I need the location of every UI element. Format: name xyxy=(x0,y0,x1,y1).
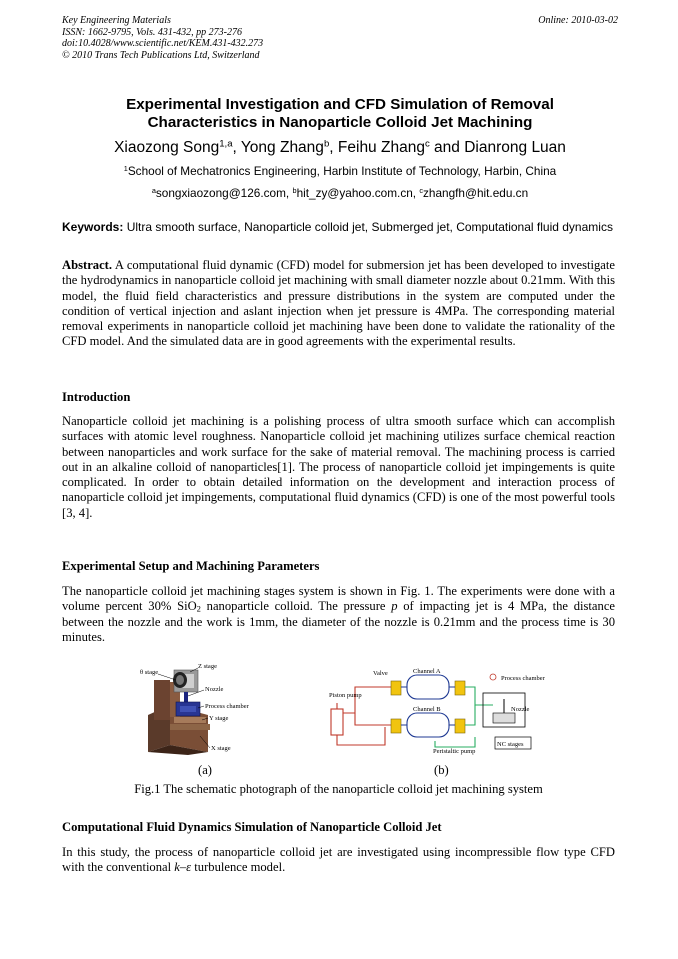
email-a: songxiaozong@126.com, xyxy=(155,186,290,200)
figure-label-b: (b) xyxy=(434,763,449,777)
journal-name: Key Engineering Materials xyxy=(62,15,171,26)
author-1: Xiaozong Song xyxy=(114,139,220,156)
piston-pump-label: Piston pump xyxy=(329,692,362,699)
nozzle-label: Nozzle xyxy=(205,686,224,693)
z-stage-label: Z stage xyxy=(198,663,217,670)
x-stage-label: X stage xyxy=(211,745,231,752)
cfd-text-1: In this study, the process of nanoparticle colloid jet are investigated using incompressible flow type CFD with the conventional xyxy=(62,845,615,875)
setup-text xyxy=(62,584,615,645)
abstract xyxy=(62,258,615,350)
theta-stage-label: θ stage xyxy=(140,669,159,676)
valve-label: Valve xyxy=(373,670,388,677)
introduction-text: Nanoparticle colloid jet machining is a polishing process of ultra smooth surface which can accomplish surfaces with atomic level roughness. Nanoparticle colloid jet machining utilizes surface chemical reaction between nanoparticles and work surface for the sake of material removal. The machining process is carried out in an alkaline colloid of nanoparticles[1]. The process of nanoparticle colloid jet impingements is quite complicated. In order to obtain detailed information on the development and interaction process of nanoparticle colloid jet impingements, computational fluid dynamics (CFD) is one of the most powerful tools [3, 4]. xyxy=(62,414,615,520)
nozzle-b-label: Nozzle xyxy=(511,706,530,713)
figure-1b-system-schematic xyxy=(325,665,545,755)
author-3-sup: c xyxy=(424,138,430,150)
author-2: Yong Zhang xyxy=(240,139,324,156)
channel-a-label: Channel A xyxy=(413,668,441,675)
sio2-subscript: 2 xyxy=(196,604,201,614)
process-chamber-label: Process chamber xyxy=(205,703,249,710)
cfd-heading: Computational Fluid Dynamics Simulation of Nanoparticle Colloid Jet xyxy=(62,820,442,834)
setup-text-3: of impacting jet is 4 MPa, the distance between the nozzle and the work is 1mm, the diameter of the nozzle is 0.21mm and the process time is 30 minutes. xyxy=(62,599,615,644)
affiliation xyxy=(62,164,618,178)
keywords-text: Ultra smooth surface, Nanoparticle colloid jet, Submerged jet, Computational fluid dynamics xyxy=(126,220,613,234)
nc-stages-label: NC stages xyxy=(497,741,524,748)
email-a-sup: a xyxy=(151,185,156,195)
title-line-1: Experimental Investigation and CFD Simulation of Removal xyxy=(126,96,554,113)
issn: ISSN: 1662-9795, Vols. 431-432, pp 273-276 xyxy=(62,26,242,38)
email-c-sup: c xyxy=(419,185,424,195)
keywords-label: Keywords: xyxy=(62,220,124,234)
online-date: Online: 2010-03-02 xyxy=(538,15,618,26)
author-and: and xyxy=(434,139,460,156)
email-c: zhangfh@hit.edu.cn xyxy=(423,186,529,200)
cfd-text xyxy=(62,845,615,876)
k-epsilon-symbol: k–ε xyxy=(174,860,192,875)
figure-1a-machining-stages xyxy=(140,660,275,755)
setup-heading: Experimental Setup and Machining Parameters xyxy=(62,559,320,573)
affiliation-text: School of Mechatronics Engineering, Harbin Institute of Technology, Harbin, China xyxy=(127,164,557,178)
doi: doi:10.4028/www.scientific.net/KEM.431-432.273 xyxy=(62,38,264,49)
cfd-text-2: turbulence model. xyxy=(191,860,286,875)
paper-title xyxy=(62,96,618,132)
title-line-2: Characteristics in Nanoparticle Colloid Jet Machining xyxy=(147,114,533,131)
email-b: hit_zy@yahoo.com.cn, xyxy=(296,186,417,200)
process-chamber-b-label: Process chamber xyxy=(501,675,545,682)
setup-text-1: The nanoparticle colloid jet machining stages system is shown in Fig. 1. The experiments were done with a volume percent 30% SiO xyxy=(62,584,615,614)
author-emails xyxy=(62,186,618,200)
email-b-sup: b xyxy=(292,185,297,195)
abstract-text: A computational fluid dynamic (CFD) model for submersion jet has been developed to investigate the hydrodynamics in nanoparticle colloid jet machining with small diameter nozzle about 0.21mm. With this model, the fluid field characteristics and pressure distributions in the system are computed under the condition of vertical injection and aslant injection when jet pressure is 4MPa. The corresponding material removal experiments in nanoparticle colloid jet machining have been done to validate the rationality of the CFD model. And the simulated data are in good agreements with the experimental results. xyxy=(62,258,615,349)
channel-b-label: Channel B xyxy=(413,706,441,713)
peristaltic-pump-label: Peristaltic pump xyxy=(433,748,476,755)
copyright: © 2010 Trans Tech Publications Ltd, Switzerland xyxy=(62,49,260,61)
author-list: Xiaozong Song$^{1,a}$, Yong Zhang$^b$, Feihu Zhang$^c$ and Dianrong Luan xyxy=(114,138,566,156)
pressure-symbol: p xyxy=(391,599,398,614)
author-3: Feihu Zhang xyxy=(337,139,425,156)
abstract-label: Abstract. xyxy=(62,258,113,272)
author-1-sup: 1,a xyxy=(219,138,233,150)
author-2-sup: b xyxy=(323,138,330,150)
figure-label-a: (a) xyxy=(198,763,212,777)
setup-text-2: nanoparticle colloid. The pressure xyxy=(200,599,392,614)
figure-caption: Fig.1 The schematic photograph of the nanoparticle colloid jet machining system xyxy=(134,782,543,796)
introduction-heading: Introduction xyxy=(62,390,131,404)
y-stage-label: Y stage xyxy=(209,715,229,722)
journal-header xyxy=(62,15,618,61)
keywords xyxy=(62,220,615,235)
affiliation-sup: 1 xyxy=(123,163,128,173)
author-4: Dianrong Luan xyxy=(464,139,566,156)
